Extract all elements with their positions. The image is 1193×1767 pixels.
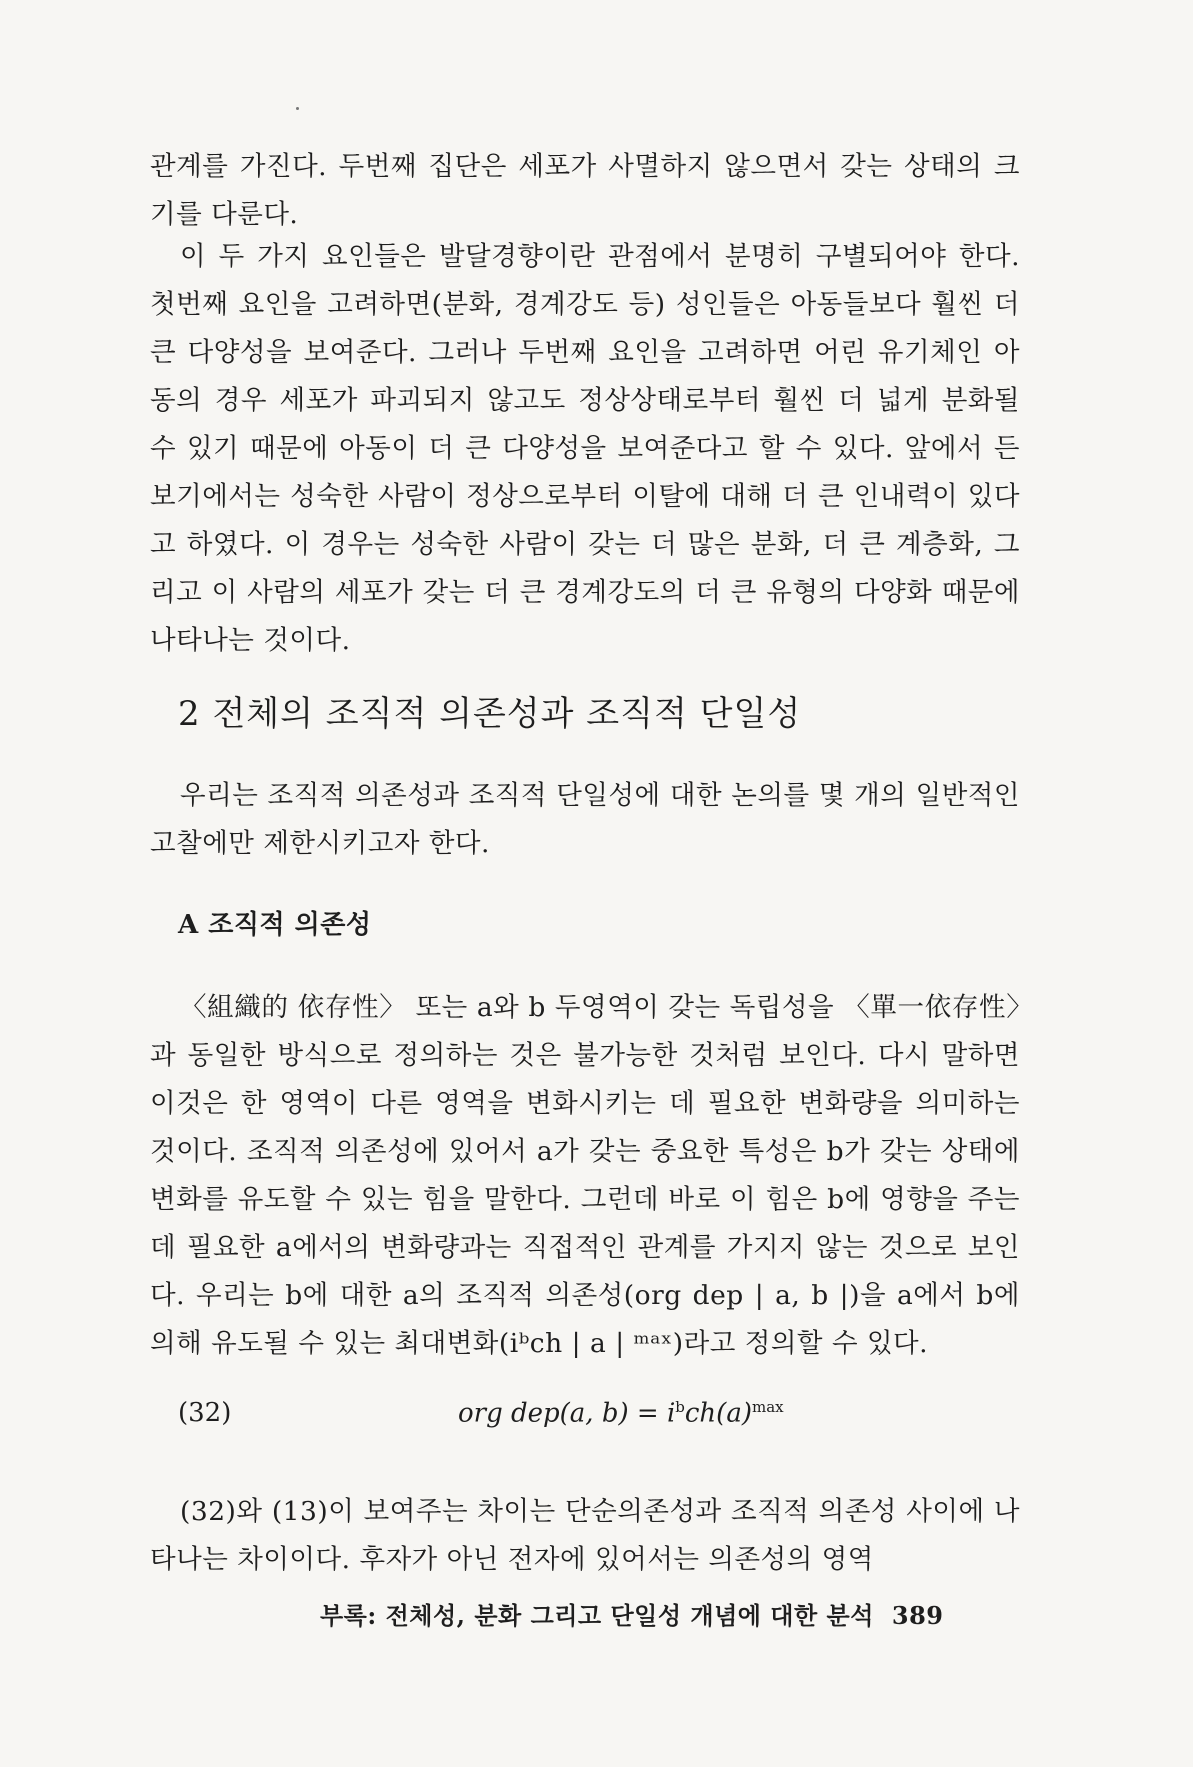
equation [178, 1398, 1020, 1442]
section-heading: 2 전체의 조직적 의존성과 조직적 단일성 [178, 694, 802, 734]
running-title: 부록: 전체성, 분화 그리고 단일성 개념에 대한 분석 [320, 1601, 874, 1630]
paragraph-org-dependency: 〈組織的 依存性〉 또는 a와 b 두영역이 갖는 독립성을 〈單一依存性〉과 동일한 방식으로 정의하는 것은 불가능한 것처럼 보인다. 다시 말하면 이것은 한 영역이 다른 영역을 변화시키는 데 필요한 변화량을 의미하는 것이다. 조직적 의존성에 있어서 a가 갖는 중요한 특성은 b가 갖는 상태에 변화를 유도할 수 있는 힘을 말한다. 그런데 바로 이 힘은 b에 영향을 주는 데 필요한 a에서의 변화량과는 직접적인 관계를 가지지 않는 것으로 보인다. 우리는 b에 대한 a의 조직적 의존성(org dep | a, b |)을 a에서 b에 의해 유도될 수 있는 최대변화(iᵇch | a | ᵐᵃˣ)라고 정의할 수 있다. [150, 992, 1020, 1359]
equation-lhs: org dep(a, b) = i [458, 1398, 676, 1429]
speck [296, 107, 299, 110]
page-footer [320, 1596, 1020, 1631]
paragraph-intro: 우리는 조직적 의존성과 조직적 단일성에 대한 논의를 몇 개의 일반적인 고찰에만 제한시키고자 한다. [150, 780, 1020, 859]
equation-number: (32) [178, 1398, 232, 1428]
page-number: 389 [891, 1601, 944, 1630]
paragraph-difference: (32)와 (13)이 보여주는 차이는 단순의존성과 조직적 의존성 사이에 나타나는 차이이다. 후자가 아닌 전자에 있어서는 의존성의 영역 [150, 1496, 1020, 1575]
equation-body [458, 1398, 784, 1429]
equation-superscript-max: max [751, 1398, 784, 1416]
equation-mid: ch(a) [684, 1398, 752, 1429]
subsection-heading: A 조직적 의존성 [178, 910, 372, 940]
paragraph-continued: 관계를 가진다. 두번째 집단은 세포가 사멸하지 않으면서 갖는 상태의 크기를 다룬다. [150, 151, 1020, 230]
equation-superscript-b: b [675, 1398, 685, 1416]
paragraph-development: 이 두 가지 요인들은 발달경향이란 관점에서 분명히 구별되어야 한다. 첫번째 요인을 고려하면(분화, 경계강도 등) 성인들은 아동들보다 훨씬 더 큰 다양성을 보여준다. 그러나 두번째 요인을 고려하면 어린 유기체인 아동의 경우 세포가 파괴되지 않고도 정상상태로부터 훨씬 더 넓게 분화될 수 있기 때문에 아동이 더 큰 다양성을 보여준다고 할 수 있다. 앞에서 든 보기에서는 성숙한 사람이 정상으로부터 이탈에 대해 더 큰 인내력이 있다고 하였다. 이 경우는 성숙한 사람이 갖는 더 많은 분화, 더 큰 계층화, 그리고 이 사람의 세포가 갖는 더 큰 경계강도의 더 큰 유형의 다양화 때문에 나타나는 것이다. [150, 241, 1020, 656]
